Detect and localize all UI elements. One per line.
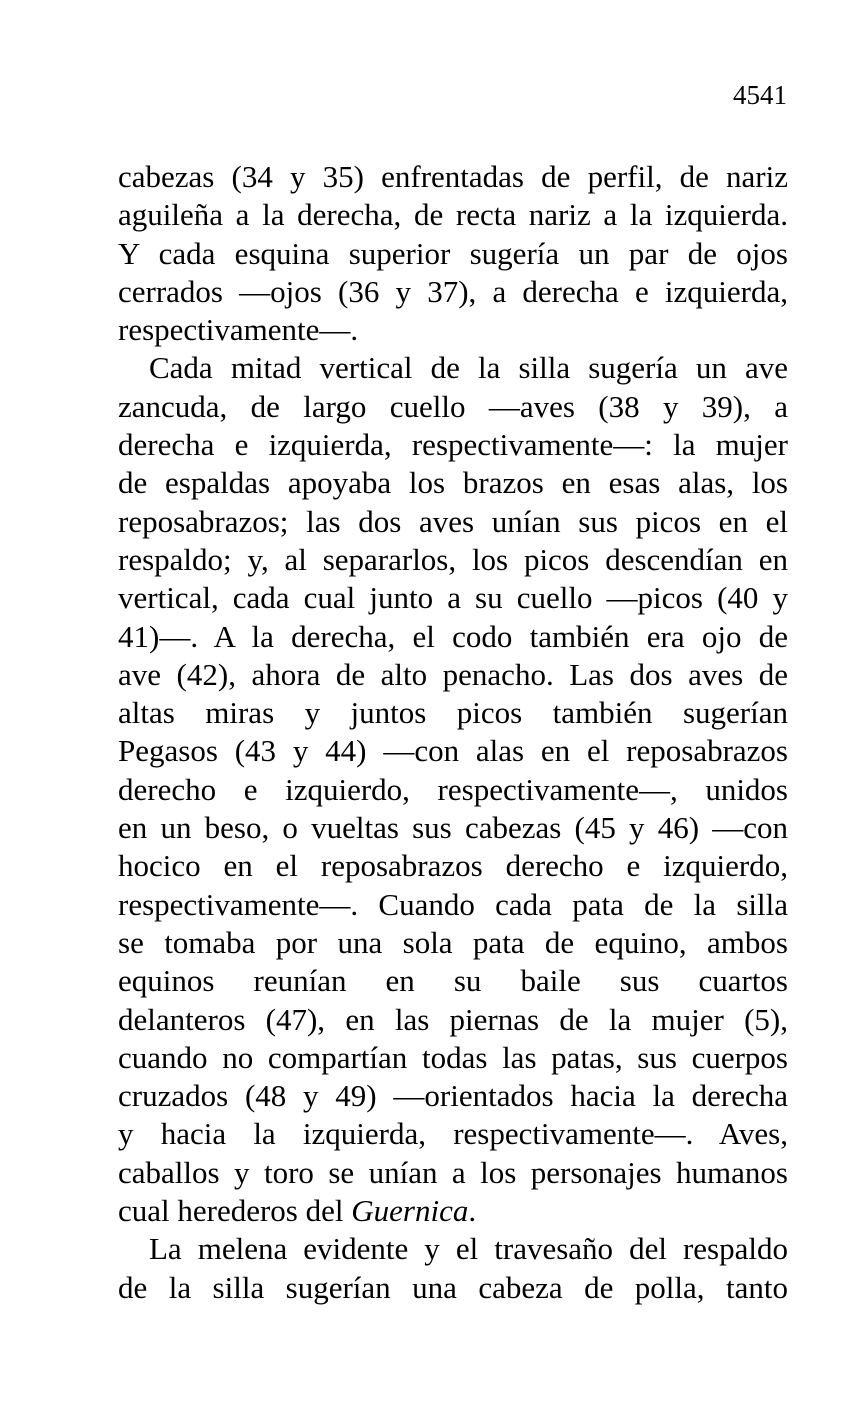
text-line-final xyxy=(118,1192,788,1230)
page-number: 4541 xyxy=(733,80,787,110)
text-line: respectivamente—. xyxy=(118,312,359,348)
text-line: se tomaba por una sola pata de equino, ambos xyxy=(118,924,788,960)
text-line: derecha e izquierda, respectivamente—: la mujer xyxy=(118,427,788,463)
text-line: y hacia la izquierda, respectivamente—. Aves, xyxy=(118,1116,788,1152)
text-line: reposabrazos; las dos aves unían sus picos en el xyxy=(118,503,788,539)
text-line: Cada mitad vertical de la silla sugería un ave xyxy=(149,350,788,386)
text-line: ave (42), ahora de alto penacho. Las dos aves de xyxy=(118,656,788,692)
text-line: aguileña a la derecha, de recta nariz a la izquierda. xyxy=(118,197,788,233)
text-line: de espaldas apoyaba los brazos en esas alas, los xyxy=(118,465,788,501)
paragraph-2 xyxy=(118,349,788,1230)
text-line: hocico en el reposabrazos derecho e izquierdo, xyxy=(118,848,788,884)
text-line: equinos reunían en su baile sus cuartos xyxy=(118,963,788,999)
body-text xyxy=(118,158,788,1307)
artwork-title: Guernica xyxy=(351,1193,469,1229)
text-line: Pegasos (43 y 44) —con alas en el reposabrazos xyxy=(118,733,788,769)
text-line: 41)—. A la derecha, el codo también era ojo de xyxy=(118,618,788,654)
text-line: cerrados —ojos (36 y 37), a derecha e izquierda, xyxy=(118,273,788,309)
paragraph-1 xyxy=(118,158,788,349)
text-run: cual herederos del xyxy=(118,1193,352,1229)
text-line: en un beso, o vueltas sus cabezas (45 y 46) —con xyxy=(118,810,788,846)
paragraph-3 xyxy=(118,1230,788,1307)
text-run: . xyxy=(468,1193,477,1229)
text-line: La melena evidente y el travesaño del respaldo xyxy=(149,1231,788,1267)
text-line: Y cada esquina superior sugería un par de ojos xyxy=(118,235,788,271)
text-line: vertical, cada cual junto a su cuello —picos (40 y xyxy=(118,580,788,616)
text-line: derecho e izquierdo, respectivamente—, unidos xyxy=(118,771,788,807)
text-line: delanteros (47), en las piernas de la mujer (5), xyxy=(118,1001,788,1037)
text-line: de la silla sugerían una cabeza de polla, tanto xyxy=(118,1269,788,1305)
text-line: caballos y toro se unían a los personajes humanos xyxy=(118,1154,788,1190)
text-line: altas miras y juntos picos también sugerían xyxy=(118,695,788,731)
text-line: respectivamente—. Cuando cada pata de la silla xyxy=(118,886,788,922)
text-line: cuando no compartían todas las patas, sus cuerpos xyxy=(118,1039,788,1075)
text-line: zancuda, de largo cuello —aves (38 y 39), a xyxy=(118,388,788,424)
text-line: respaldo; y, al separarlos, los picos descendían en xyxy=(118,541,788,577)
text-line: cabezas (34 y 35) enfrentadas de perfil, de nariz xyxy=(118,159,788,194)
text-line: cruzados (48 y 49) —orientados hacia la derecha xyxy=(118,1078,788,1114)
